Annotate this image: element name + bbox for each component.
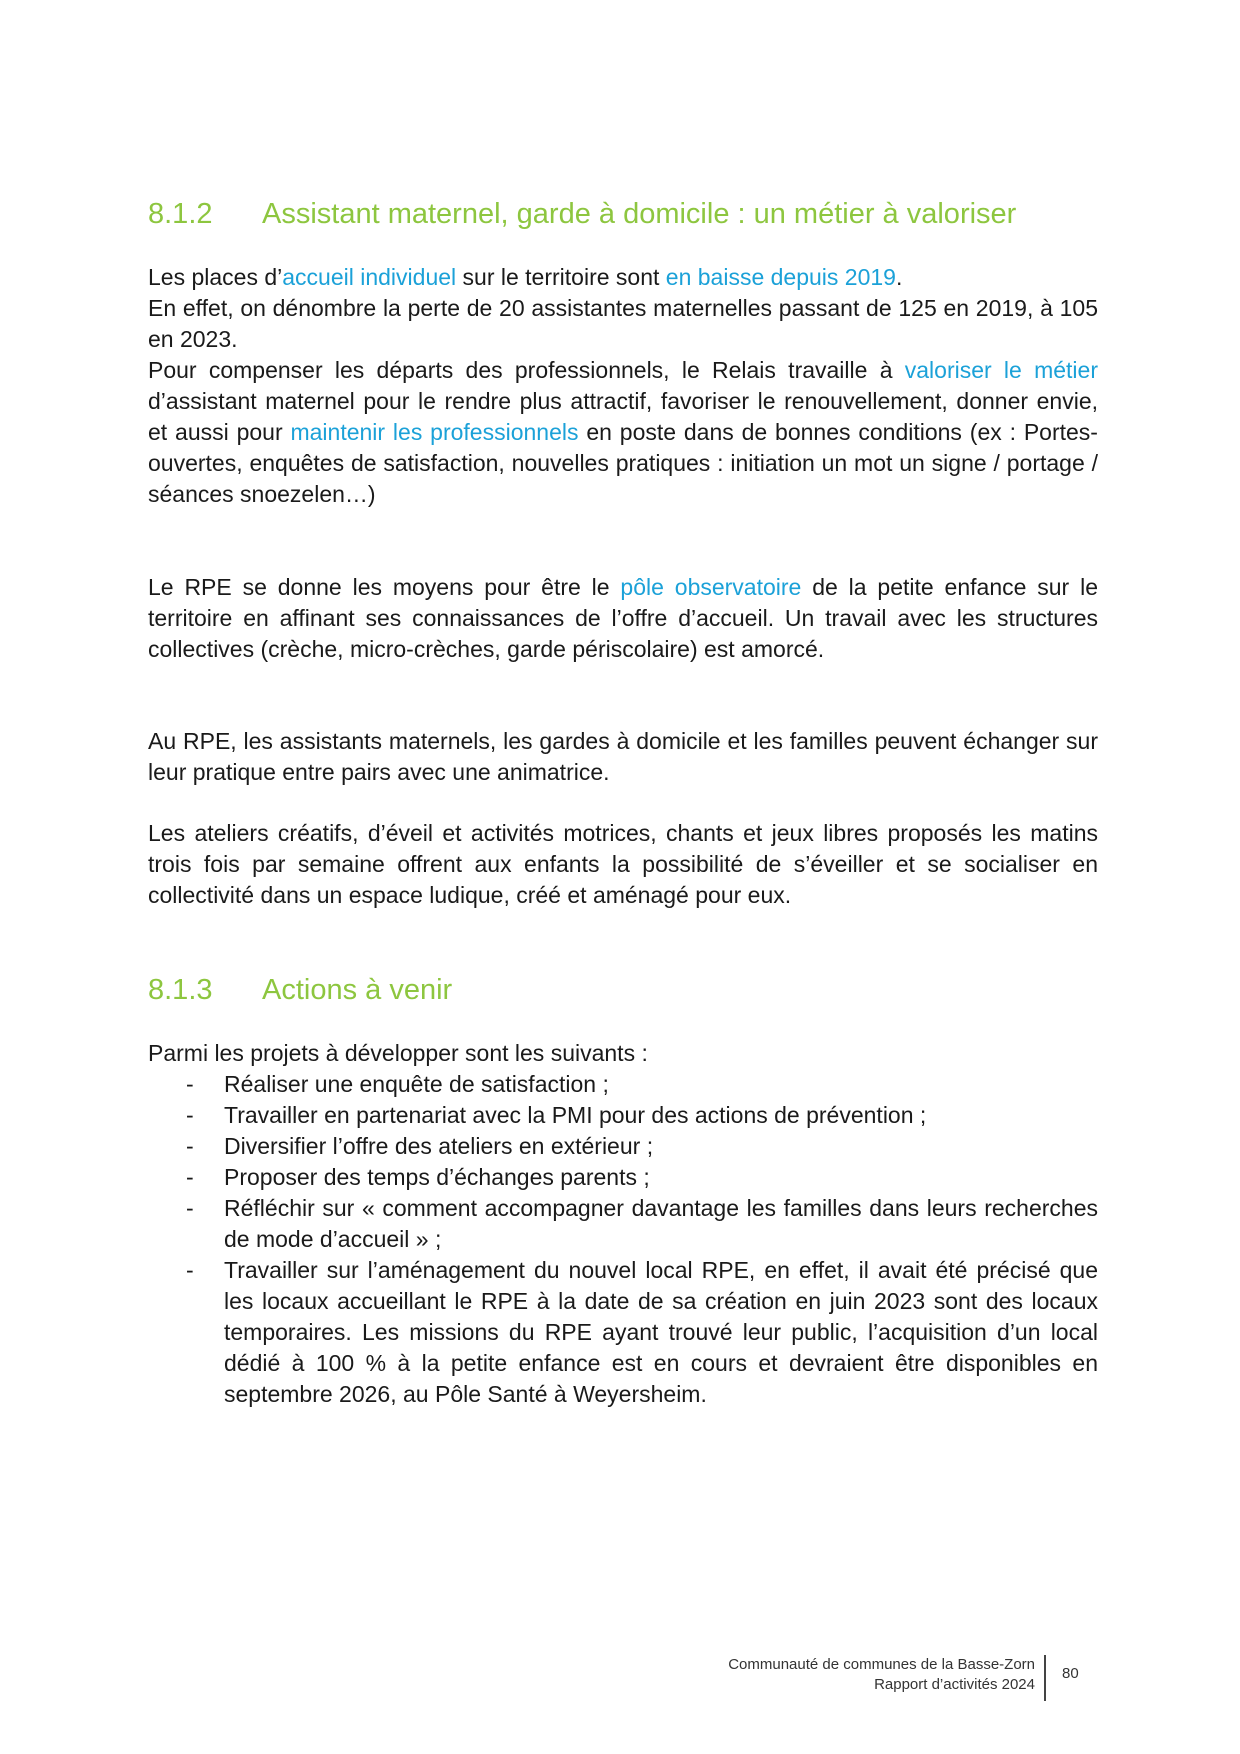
text-run: d’assistant maternel pour le rendre plus attractif, favoriser le renouvellement, donner envie, et aussi pour [148,388,1098,445]
footer-text [728,1655,1035,1695]
projects-list-block [148,1038,1098,1410]
highlight-text: valoriser le métier [904,357,1098,383]
text-run: Les places d’ [148,264,283,290]
highlight-text: pôle observatoire [620,574,802,600]
paragraph-line: Les ateliers créatifs, d’éveil et activités motrices, chants et jeux libres proposés les matins trois fois par semaine offrent aux enfants la possibilité de s’éveiller et se socialiser en collectivité dans un espace ludique, créé et aménagé pour eux. [148,820,1098,908]
text-run: Le RPE se donne les moyens pour être le [148,574,621,600]
dash-bullet: - [186,1195,194,1221]
section-heading-8-1-3 [148,972,1098,1008]
list-item [148,1069,1098,1100]
paragraph-line [148,572,1098,665]
list-item [148,1162,1098,1193]
list-item-text: Diversifier l’offre des ateliers en extérieur ; [224,1133,654,1159]
footer-organization: Communauté de communes de la Basse-Zorn [728,1656,1035,1673]
footer-divider [1044,1655,1046,1701]
paragraph-line [148,262,1098,293]
list-item-text: Travailler en partenariat avec la PMI pour des actions de prévention ; [224,1102,927,1128]
paragraph-echanges [148,726,1098,788]
paragraph-line: Au RPE, les assistants maternels, les gardes à domicile et les familles peuvent échanger sur leur pratique entre pairs avec une animatrice. [148,728,1098,785]
list-intro: Parmi les projets à développer sont les suivants : [148,1040,648,1066]
projects-list [148,1069,1098,1410]
text-run: de la petite enfance sur le territoire en affinant ses connaissances de l’offre d’accueil. Un travail avec les structures collectives (crèche, micro-crèches, garde périscolaire) est amorcé. [148,574,1098,662]
page-number: 80 [1062,1665,1079,1682]
list-item [148,1255,1098,1410]
paragraph-line: En effet, on dénombre la perte de 20 assistantes maternelles passant de 125 en 2019, à 105 en 2023. [148,295,1098,352]
dash-bullet: - [186,1257,194,1283]
section-title: Assistant maternel, garde à domicile : un métier à valoriser [262,198,1017,230]
page-footer [0,1655,1240,1707]
text-run: sur le territoire sont [456,264,666,290]
dash-bullet: - [186,1164,194,1190]
section-number: 8.1.2 [148,198,213,230]
list-item-text: Réfléchir sur « comment accompagner davantage les familles dans leurs recherches de mode d’accueil » ; [224,1195,1098,1252]
dash-bullet: - [186,1102,194,1128]
text-run: Pour compenser les départs des professionnels, le Relais travaille à [148,357,905,383]
paragraph-places-accueil [148,262,1098,510]
list-item [148,1131,1098,1162]
list-item-text: Réaliser une enquête de satisfaction ; [224,1071,609,1097]
list-item-text: Travailler sur l’aménagement du nouvel local RPE, en effet, il avait été précisé que les locaux accueillant le RPE à la date de sa création en juin 2023 sont des locaux temporaires. Les missions du RPE ayant trouvé leur public, l’acquisition d’un local dédié à 100 % à la petite enfance est en cours et devraient être disponibles en septembre 2026, au Pôle Santé à Weyersheim. [224,1257,1098,1407]
paragraph-line [148,355,1098,510]
text-run: en poste dans de bonnes conditions (ex : Portes-ouvertes, enquêtes de satisfaction, nouvelles pratiques : initiation un mot un signe / portage / séances snoezelen…) [148,419,1098,507]
section-heading-8-1-2 [148,196,1098,232]
dash-bullet: - [186,1133,194,1159]
highlight-text: maintenir les professionnels [290,419,579,445]
footer-report-title: Rapport d’activités 2024 [874,1676,1035,1693]
paragraph-pole-observatoire [148,572,1098,665]
highlight-text: accueil individuel [282,264,457,290]
list-item-text: Proposer des temps d’échanges parents ; [224,1164,650,1190]
list-item [148,1193,1098,1255]
text-run: . [895,264,903,290]
section-title: Actions à venir [262,974,453,1006]
paragraph-ateliers [148,818,1098,911]
highlight-text: en baisse depuis 2019 [665,264,896,290]
list-item [148,1100,1098,1131]
dash-bullet: - [186,1071,194,1097]
section-number: 8.1.3 [148,974,213,1006]
